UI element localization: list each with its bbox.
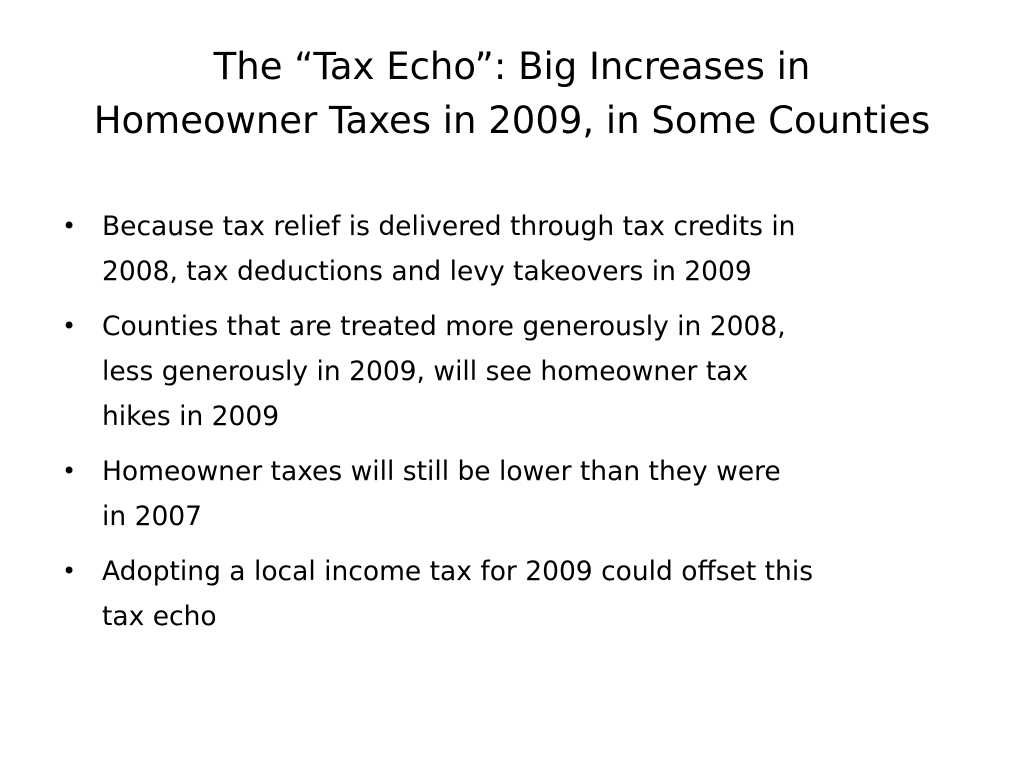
bullet-item-2 bbox=[62, 304, 972, 439]
title-line-2: Homeowner Taxes in 2009, in Some Counties bbox=[93, 99, 931, 142]
bullet-icon: • bbox=[62, 457, 77, 485]
bullet-item-4 bbox=[62, 549, 972, 639]
bullet-4-line-1: Adopting a local income tax for 2009 could offset this bbox=[102, 556, 814, 587]
bullet-list bbox=[62, 204, 972, 649]
title-line-1: The “Tax Echo”: Big Increases in bbox=[213, 45, 811, 88]
bullet-icon: • bbox=[62, 312, 77, 340]
bullet-2-line-1: Counties that are treated more generously in 2008, bbox=[102, 311, 786, 342]
bullet-3-line-1: Homeowner taxes will still be lower than they were bbox=[102, 456, 781, 487]
bullet-1-line-2: 2008, tax deductions and levy takeovers in 2009 bbox=[102, 256, 752, 287]
bullet-2-line-2: less generously in 2009, will see homeowner tax bbox=[102, 356, 749, 387]
bullet-item-1 bbox=[62, 204, 972, 294]
bullet-1-line-1: Because tax relief is delivered through tax credits in bbox=[102, 211, 796, 242]
bullet-item-3 bbox=[62, 449, 972, 539]
bullet-2-line-3: hikes in 2009 bbox=[102, 401, 280, 432]
bullet-3-line-2: in 2007 bbox=[102, 501, 203, 532]
bullet-icon: • bbox=[62, 212, 77, 240]
bullet-icon: • bbox=[62, 557, 77, 585]
bullet-4-line-2: tax echo bbox=[102, 601, 217, 632]
slide-title bbox=[40, 40, 984, 148]
